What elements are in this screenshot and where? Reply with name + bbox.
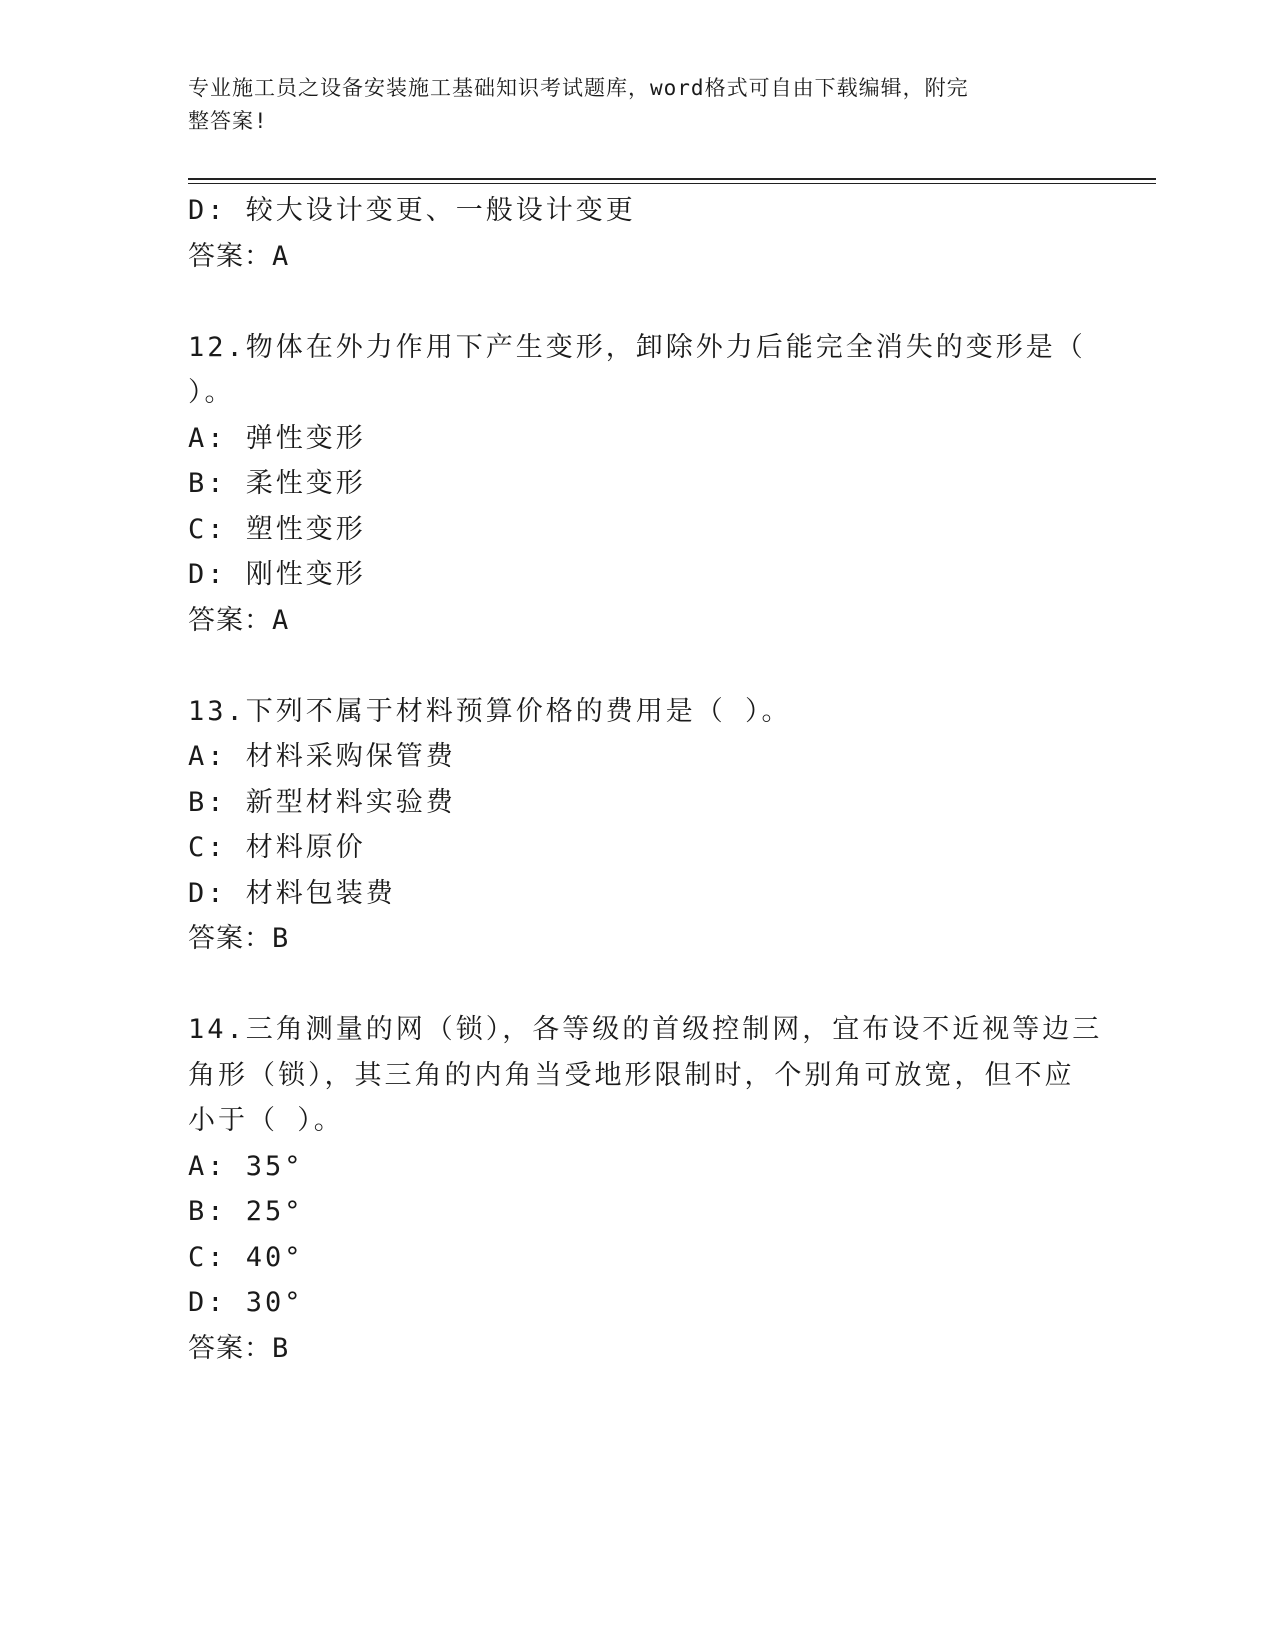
question-option-d: D: 材料包装费: [188, 877, 396, 909]
question-answer: 答案：B: [188, 1332, 290, 1364]
document-body: [188, 188, 1103, 1371]
question-option-a: A: 弹性变形: [188, 422, 366, 454]
question-stem: ）。: [188, 377, 235, 408]
header-rule-thick: [188, 178, 1156, 180]
question-14: [188, 1007, 1103, 1371]
question-option-b: B: 25°: [188, 1196, 304, 1227]
question-option-c: C: 塑性变形: [188, 513, 366, 545]
question-13: [188, 689, 1088, 962]
question-stem: 小于（ ）。: [188, 1105, 344, 1136]
header-line-1: 专业施工员之设备安装施工基础知识考试题库，word格式可自由下载编辑，附完: [188, 76, 969, 100]
question-option-b: B: 柔性变形: [188, 468, 366, 499]
spacer: [188, 279, 1088, 325]
question-answer: 答案：A: [188, 604, 290, 636]
question-stem: 13.下列不属于材料预算价格的费用是（ ）。: [188, 695, 792, 727]
question-option-a: A: 材料采购保管费: [188, 741, 456, 772]
question-option-a: A: 35°: [188, 1150, 304, 1182]
question-12: [188, 325, 1088, 644]
question-option-d: D: 30°: [188, 1287, 304, 1318]
question-option-d: D: 刚性变形: [188, 559, 366, 590]
prev-question-answer: 答案：A: [188, 240, 290, 272]
question-stem: 12.物体在外力作用下产生变形，卸除外力后能完全消失的变形是（: [188, 331, 1086, 363]
question-stem: 14.三角测量的网（锁），各等级的首级控制网，宜布设不近视等边三: [188, 1014, 1103, 1045]
question-option-c: C: 40°: [188, 1241, 304, 1273]
question-option-b: B: 新型材料实验费: [188, 786, 456, 818]
spacer: [188, 962, 1088, 1008]
header-line-2: 整答案!: [188, 109, 268, 133]
question-stem: 角形（锁），其三角的内角当受地形限制时，个别角可放宽，但不应: [188, 1059, 1075, 1091]
prev-question-option-d: D: 较大设计变更、一般设计变更: [188, 195, 636, 226]
question-answer: 答案：B: [188, 923, 290, 954]
spacer: [188, 643, 1088, 689]
document-header: [188, 72, 1068, 138]
header-rule-thin: [188, 183, 1156, 184]
question-option-c: C: 材料原价: [188, 832, 366, 863]
